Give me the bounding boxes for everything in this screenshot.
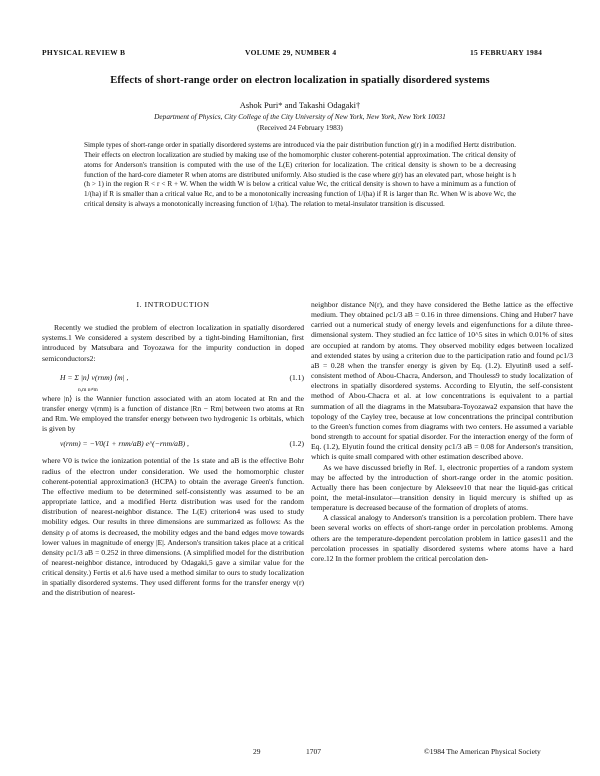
equation-1-2: [42, 437, 304, 452]
equation-1-1-body: H = Σ |n⟩ v(rnm) ⟨m| ,: [60, 372, 129, 382]
equation-1-1: [42, 368, 304, 393]
issue-date: 15 FEBRUARY 1984: [470, 48, 543, 57]
equation-1-2-body: v(rnm) = −V0(1 + rnm/aB) e^(−rnm/aB) ,: [60, 439, 189, 449]
volume-number: VOLUME 29, NUMBER 4: [245, 48, 337, 57]
left-column: [42, 300, 304, 599]
abstract: Simple types of short-range order in spatially disordered systems are introduced via the pair distribution function g(r) in a modified Hertz distribution. Their effects on electron localization are studied by making use of the homomorphic cluster coherent-potential approximation. The critical density of atoms for Anderson's transition is computed with the use of the L(E) criterion for localization. The critical density is shown to be a decreasing function of the hard-core diameter R when atoms are distributed uniformly. Also studied is the case where g(r) has an elevated part, whose height is h (h > 1) in the region R < r < R + W. When the width W is below a critical value Wc, the critical density is shown to have a minimum as a function of 1/(ha) if R is smaller than a critical value Rc, and to be a monotonically increasing function of 1/(ha) if R is larger than Rc. When W is above Wc, the critical density is always a monotonically increasing function of 1/(ha). The relation to metal-insulator transition is discussed.: [84, 141, 516, 209]
equation-1-1-summation-indices: n,m n≠m: [78, 386, 98, 393]
affiliation: Department of Physics, City College of the City University of New York, New York, New York 10031: [154, 112, 446, 121]
intro-paragraph-2: where |n⟩ is the Wannier function associated with an atom located at Rn and the transfer energy v(rnm) is a function of distance |Rn − Rm| between two atoms at Rn and Rm. We employed the transfer energy between two hydrogenic 1s orbitals, which is given by: [42, 393, 304, 434]
paper-title: Effects of short-range order on electron localization in spatially disordered systems: [110, 75, 490, 86]
footer-page-number: 1707: [306, 747, 321, 756]
footer-volume: 29: [253, 747, 261, 756]
journal-name: PHYSICAL REVIEW B: [42, 48, 126, 57]
intro-paragraph-3: where V0 is twice the ionization potential of the 1s state and aB is the effective Bohr radius of the electron under consideration. We used the homomorphic cluster coherent-potential approximation3 (HCPA) to obtain the average Green's function. The effective medium to be determined self-consistently was assumed to be an appropriate lattice, and a modified Hertz distribution was used for the random distribution of nearest-neighbor distance. The L(E) criterion4 was used to study mobility edges. Our results in three dimensions are summarized as follows: As the density ρ of atoms is decreased, the mobility edges and the band edges move towards lower values in magnitude of energy |E|. Anderson's transition takes place at a critical density ρc1/3 aB = 0.252 in three dimensions. (A simplified model for the distribution of nearest-neighbor distance, introduced by Odagaki,5 gave a similar value for the critical density.) Fertis et al.6 have used a method similar to ours to study localization in spatially disordered systems. They used different forms for the transfer energy v(r) and the distribution of nearest-: [42, 456, 304, 598]
intro-paragraph-6: A classical analogy to Anderson's transition is a percolation problem. There have been several works on effects of short-range order in percolation problems. Among others are the temperature-dependent percolation problem in lattice gases11 and the percolation processes in spatially disordered systems where atoms have a hard core.12 In the former problem the critical percolation den-: [311, 513, 573, 563]
intro-paragraph-5: As we have discussed briefly in Ref. 1, electronic properties of a random system may be affected by the introduction of short-range order in the atomic position. Actually there has been conjecture by Alekseev10 that near the liquid-gas critical point, the metal-insulator—transition density in liquid mercury is shifted up as temperature is decreased because of the formation of droplets of atoms.: [311, 462, 573, 513]
right-column: [311, 300, 573, 564]
section-heading: I. INTRODUCTION: [136, 300, 210, 309]
intro-paragraph-1: Recently we studied the problem of electron localization in spatially disordered systems.1 We considered a system described by a tight-binding Hamiltonian, first introduced by Matsubara and Toyozawa for the impurity conduction in doped semiconductors2:: [42, 323, 304, 363]
intro-paragraph-4: neighbor distance N(r), and they have considered the Bethe lattice as the effective medium. They obtained ρc1/3 aB = 0.16 in three dimensions. Ching and Huber7 have carried out a numerical study of energy levels and eigenfunctions for a dilute three-dimensional system. They studied an fcc lattice of 10^5 sites in which 0.01% of sites are occupied at random by atoms. They observed mobility edges between localized and extended states by using a criterion due to the participation ratio and found ρc1/3 aB = 0.28 when the transfer energy is given by Eq. (1.2). Elyutin8 used a self-consistent method of Abou-Chacra, Anderson, and Thouless9 to study localization of electrons in spatially disordered systems. According to Elyutin, the self-consistent method of Abou-Chacra et al. at low concentrations is equivalent to a partial summation of all the diagrams in the Matsubara-Toyozawa2 expansion that have the topology of the Cayley tree, because at low concentrations the principal contribution to the Green's function comes from diagrams with two centers. He assumed a variable bond strength to account for spatial disorder. For the interaction energy of the form of Eq. (1.2), Elyutin found the critical density ρc1/3 aB = 0.08 for Anderson's transition, which is quite small compared with other estimation described above.: [311, 300, 573, 462]
received-date: (Received 24 February 1983): [257, 123, 343, 132]
equation-1-1-number: (1.1): [289, 372, 304, 382]
equation-1-2-number: (1.2): [289, 439, 304, 449]
authors: Ashok Puri* and Takashi Odagaki†: [239, 100, 361, 110]
footer-copyright: ©1984 The American Physical Society: [424, 747, 541, 756]
